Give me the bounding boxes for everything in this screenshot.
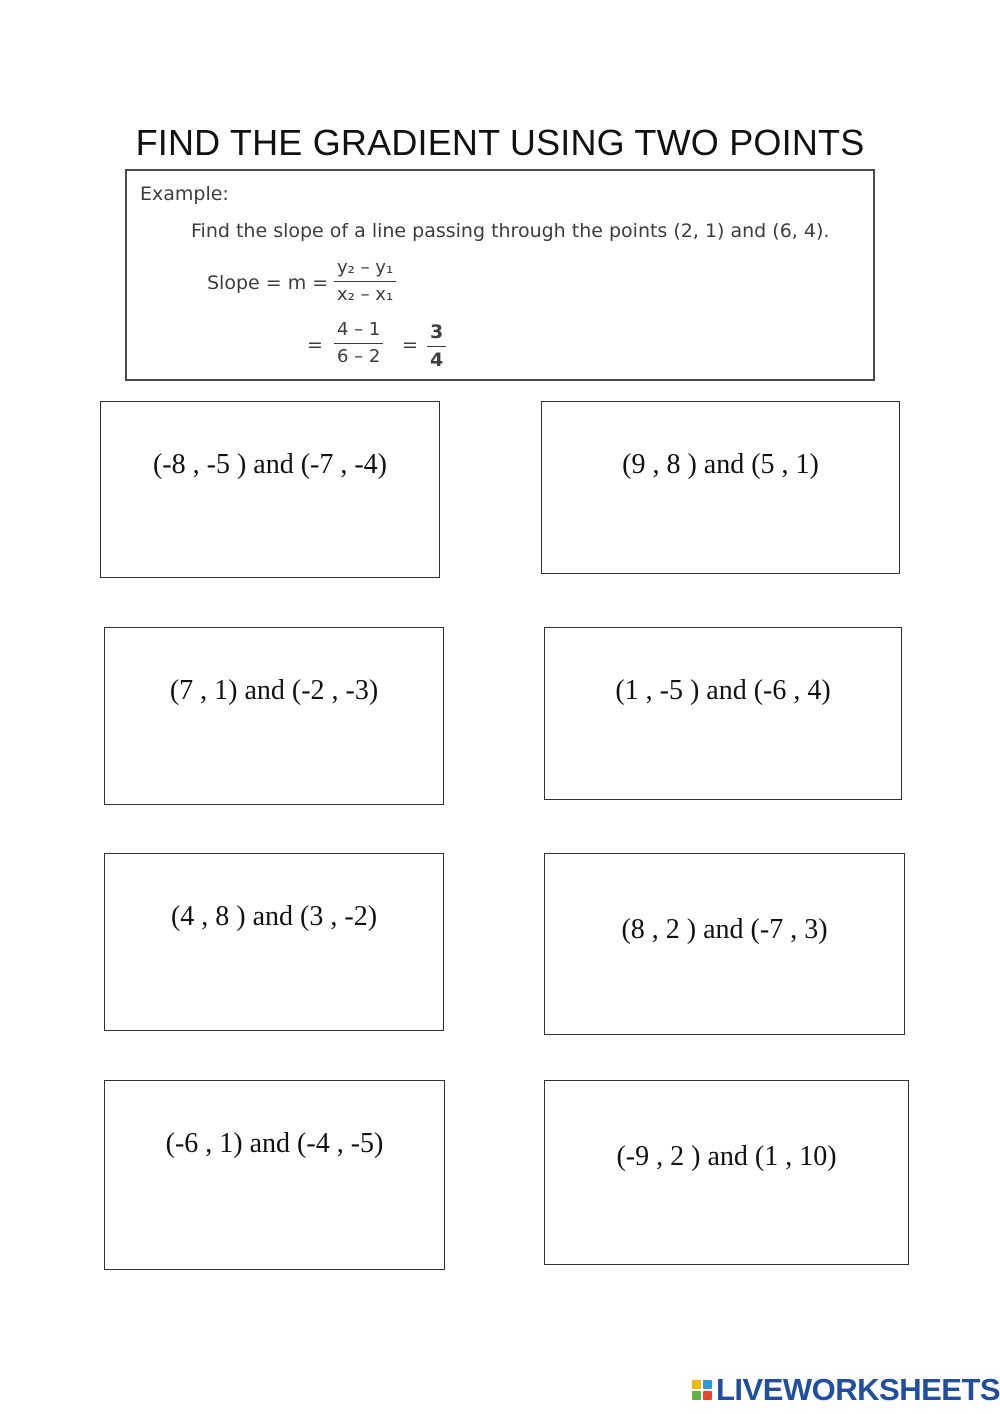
answer-box[interactable] xyxy=(544,627,902,800)
problem-points: (8 , 2 ) and (-7 , 3) xyxy=(621,914,828,945)
answer-box[interactable] xyxy=(104,853,444,1031)
answer-box[interactable] xyxy=(100,401,440,578)
brand-text: LIVEWORKSHEETS xyxy=(716,1372,1000,1407)
equals-sign: = xyxy=(307,334,323,356)
result-denominator: 4 xyxy=(430,349,444,371)
logo-block xyxy=(703,1380,712,1389)
problem-points: (-8 , -5 ) and (-7 , -4) xyxy=(152,449,388,480)
example-box xyxy=(125,169,875,381)
slope-result xyxy=(427,323,446,370)
formula-denominator: x₂ – x₁ xyxy=(337,284,394,305)
slope-calculation xyxy=(334,321,383,366)
problem-points: (1 , -5 ) and (-6 , 4) xyxy=(615,675,831,706)
answer-box[interactable] xyxy=(544,1080,909,1265)
problem-points: (-6 , 1) and (-4 , -5) xyxy=(165,1128,384,1159)
page-title: FIND THE GRADIENT USING TWO POINTS xyxy=(135,122,865,163)
problem-points: (-9 , 2 ) and (1 , 10) xyxy=(616,1141,837,1172)
logo-block xyxy=(692,1380,701,1389)
problem-points: (4 , 8 ) and (3 , -2) xyxy=(170,901,378,932)
example-label: Example: xyxy=(140,183,229,205)
liveworksheets-logo xyxy=(692,1374,1000,1406)
slope-formula xyxy=(334,259,396,304)
example-problem: Find the slope of a line passing through the points (2, 1) and (6, 4). xyxy=(191,220,830,242)
answer-box[interactable] xyxy=(104,627,444,805)
slope-label: Slope = m = xyxy=(207,272,329,294)
answer-box[interactable] xyxy=(104,1080,445,1270)
equals-sign: = xyxy=(402,334,418,356)
answer-box[interactable] xyxy=(544,853,905,1035)
formula-numerator: y₂ – y₁ xyxy=(334,259,396,282)
answer-box[interactable] xyxy=(541,401,900,574)
logo-blocks-icon xyxy=(692,1380,712,1400)
problem-points: (7 , 1) and (-2 , -3) xyxy=(169,675,379,706)
calc-denominator: 6 – 2 xyxy=(337,346,381,367)
calc-numerator: 4 – 1 xyxy=(334,321,383,344)
logo-block xyxy=(692,1391,701,1400)
logo-block xyxy=(703,1391,712,1400)
problem-points: (9 , 8 ) and (5 , 1) xyxy=(622,449,819,480)
result-numerator: 3 xyxy=(427,323,446,347)
